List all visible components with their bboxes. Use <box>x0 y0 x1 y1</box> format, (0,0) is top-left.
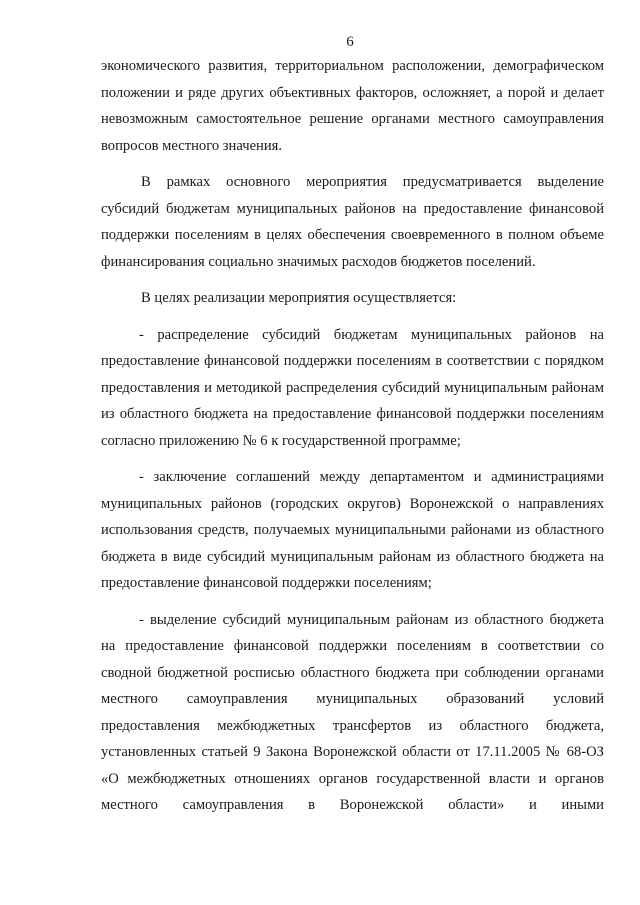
list-item-allocation: - выделение субсидий муниципальным районам из областного бюджета на предоставление финансовой поддержки поселениям в соответствии со сводной бюджетной росписью областного бюджета при соблюдении органами местного самоуправления муниципальных образований условий предоставления межбюджетных трансфертов из областного бюджета, установленных статьей 9 Закона Воронежской области от 17.11.2005 № 68-ОЗ «О межбюджетных отношениях органов государственной власти и органов местного самоуправления в Воронежской области» и иными <box>101 611 604 813</box>
paragraph-continuation: экономического развития, территориальном расположении, демографическом положении и ряде других объективных факторов, осложняет, а порой и делает невозможным самостоятельное решение органами местного самоуправления вопросов местного значения. <box>101 58 604 154</box>
list-item-distribution: - распределение субсидий бюджетам муниципальных районов на предоставление финансовой поддержки поселениям в соответствии с порядком предоставления и методикой распределения субсидий муниципальным районам из областного бюджета на предоставление финансовой поддержки поселениям согласно приложению № 6 к государственной программе; <box>101 326 604 449</box>
page-number: 6 <box>346 34 354 50</box>
list-item-agreements: - заключение соглашений между департаментом и администрациями муниципальных районов (городских округов) Воронежской о направлениях использования средств, получаемых муниципальными районами из областного бюджета в виде субсидий муниципальным районам из областного бюджета на предоставление финансовой поддержки поселениям; <box>101 469 604 591</box>
paragraph-implementation-intro: В целях реализации мероприятия осуществляется: <box>141 290 457 306</box>
document-body <box>101 53 604 819</box>
paragraph-main-activity: В рамках основного мероприятия предусматривается выделение субсидий бюджетам муниципальных районов на предоставление финансовой поддержки поселениям в целях обеспечения своевременного в полном объеме финансирования социально значимых расходов бюджетов поселений. <box>101 174 604 270</box>
